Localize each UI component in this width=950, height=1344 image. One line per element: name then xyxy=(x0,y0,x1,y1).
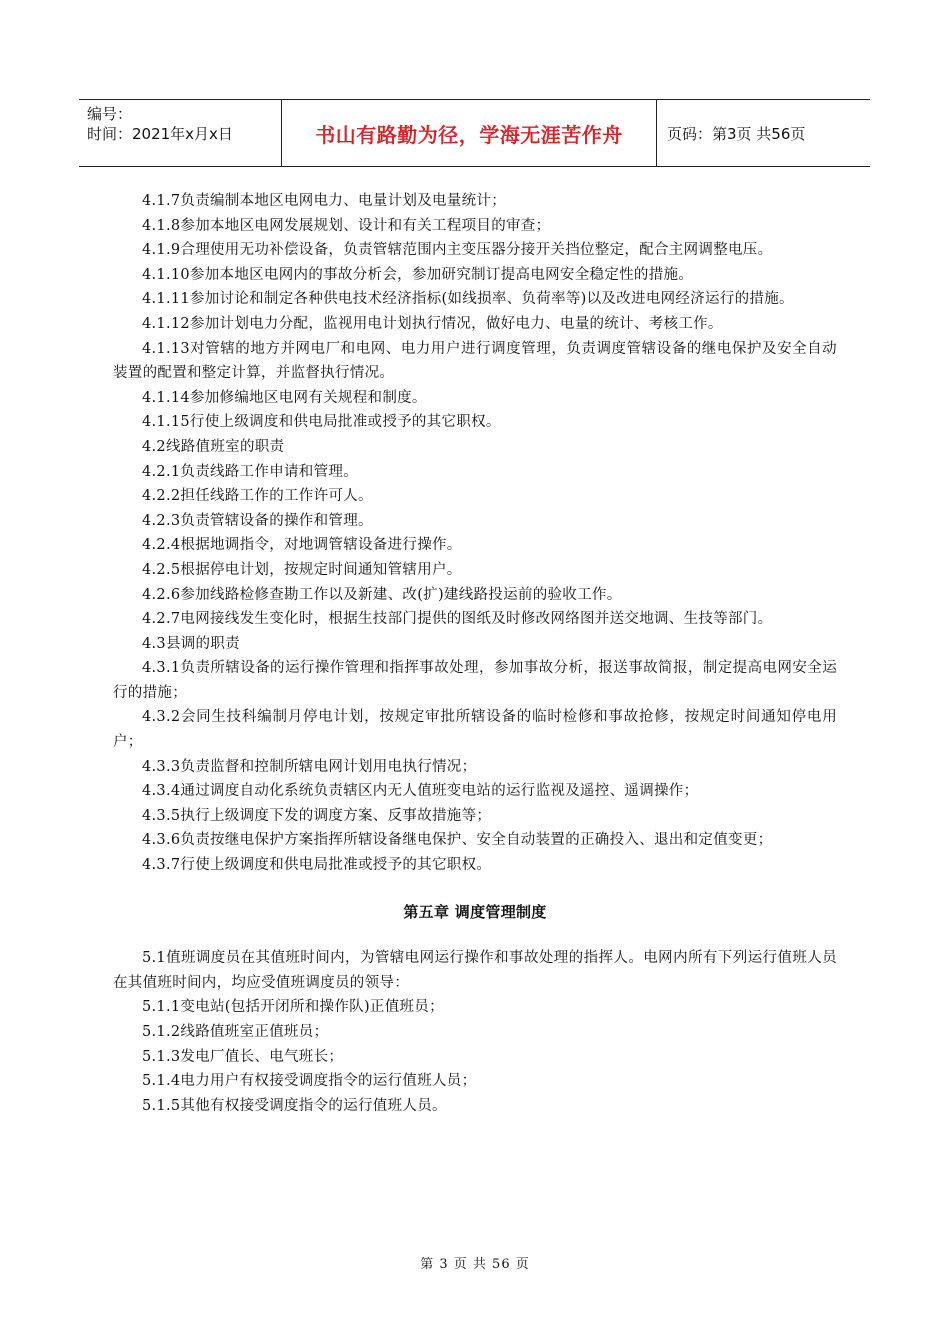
paragraph: 4.1.13对管辖的地方并网电厂和电网、电力用户进行调度管理，负责调度管辖设备的继电保护及安全自动装置的配置和整定计算，并监督执行情况。 xyxy=(113,340,837,382)
header-page-number: 页码：第3页 共56页 xyxy=(667,124,806,143)
header-meta xyxy=(79,100,282,166)
paragraph: 4.2.3负责管辖设备的操作和管理。 xyxy=(142,512,373,529)
paragraph: 5.1.2线路值班室正值班员； xyxy=(142,1024,329,1040)
paragraph: 4.3.3负责监督和控制所辖电网计划用电执行情况； xyxy=(142,758,477,775)
paragraph: 4.3.4通过调度自动化系统负责辖区内无人值班变电站的运行监视及遥控、遥调操作； xyxy=(142,783,699,800)
paragraph: 4.2.5根据停电计划，按规定时间通知管辖用户。 xyxy=(142,561,462,578)
paragraph: 5.1.4电力用户有权接受调度指令的运行值班人员； xyxy=(142,1073,477,1090)
header-motto: 书山有路勤为径，学海无涯苦作舟 xyxy=(282,100,657,166)
paragraph: 4.3.2会同生技科编制月停电计划，按规定审批所辖设备的临时检修和事故抢修，按规定时间通知停电用户； xyxy=(113,709,837,751)
paragraph: 4.2.7电网接线发生变化时，根据生技部门提供的图纸及时修改网络图并送交地调、生技等部门。 xyxy=(142,611,773,628)
paragraph: 4.2.1负责线路工作申请和管理。 xyxy=(142,463,358,480)
paragraph: 5.1.1变电站(包括开闭所和操作队)正值班员； xyxy=(142,999,444,1016)
document-body xyxy=(113,189,837,1118)
paragraph: 5.1值班调度员在其值班时间内，为管辖电网运行操作和事故处理的指挥人。电网内所有下列运行值班人员在其值班时间内，均应受值班调度员的领导： xyxy=(113,950,837,991)
paragraph: 4.1.9合理使用无功补偿设备，负责管辖范围内主变压器分接开关挡位整定，配合主网调整电压。 xyxy=(142,242,773,259)
paragraph: 4.1.12参加计划电力分配，监视用电计划执行情况，做好电力、电量的统计、考核工作。 xyxy=(142,315,723,332)
paragraph: 4.1.11参加讨论和制定各种供电技术经济指标(如线损率、负荷率等)以及改进电网经济运行的措施。 xyxy=(142,291,794,308)
paragraph: 4.1.8参加本地区电网发展规划、设计和有关工程项目的审查； xyxy=(142,217,551,234)
section-heading: 4.3县调的职责 xyxy=(142,635,240,652)
paragraph: 4.1.7负责编制本地区电网电力、电量计划及电量统计； xyxy=(142,193,506,209)
paragraph: 4.3.5执行上级调度下发的调度方案、反事故措施等； xyxy=(142,807,492,824)
paragraph: 5.1.3发电厂值长、电气班长； xyxy=(142,1048,344,1065)
paragraph: 4.3.1负责所辖设备的运行操作管理和指挥事故处理，参加事故分析，报送事故简报，制定提高电网安全运行的措施； xyxy=(113,660,837,701)
page-header xyxy=(79,99,870,167)
paragraph: 4.3.7行使上级调度和供电局批准或授予的其它职权。 xyxy=(142,857,492,874)
paragraph: 4.1.15行使上级调度和供电局批准或授予的其它职权。 xyxy=(142,414,501,431)
section-heading: 4.2线路值班室的职责 xyxy=(142,438,285,455)
paragraph: 4.3.6负责按继电保护方案指挥所辖设备继电保护、安全自动装置的正确投入、退出和定值变更； xyxy=(142,832,773,849)
page-footer: 第 3 页 共 56 页 xyxy=(420,1257,530,1272)
document-date-label: 时间：2021年x月x日 xyxy=(87,125,233,143)
paragraph: 4.2.4根据地调指令，对地调管辖设备进行操作。 xyxy=(142,537,462,554)
paragraph: 4.1.14参加修编地区电网有关规程和制度。 xyxy=(142,389,427,406)
document-number-label: 编号： xyxy=(87,105,133,123)
paragraph: 5.1.5其他有权接受调度指令的运行值班人员。 xyxy=(142,1097,447,1114)
paragraph: 4.2.6参加线路检修查勘工作以及新建、改(扩)建线路投运前的验收工作。 xyxy=(142,586,622,603)
paragraph: 4.2.2担任线路工作的工作许可人。 xyxy=(142,488,373,505)
chapter-title: 第五章 调度管理制度 xyxy=(403,902,547,921)
paragraph: 4.1.10参加本地区电网内的事故分析会，参加研究制订提高电网安全稳定性的措施。 xyxy=(142,266,694,283)
